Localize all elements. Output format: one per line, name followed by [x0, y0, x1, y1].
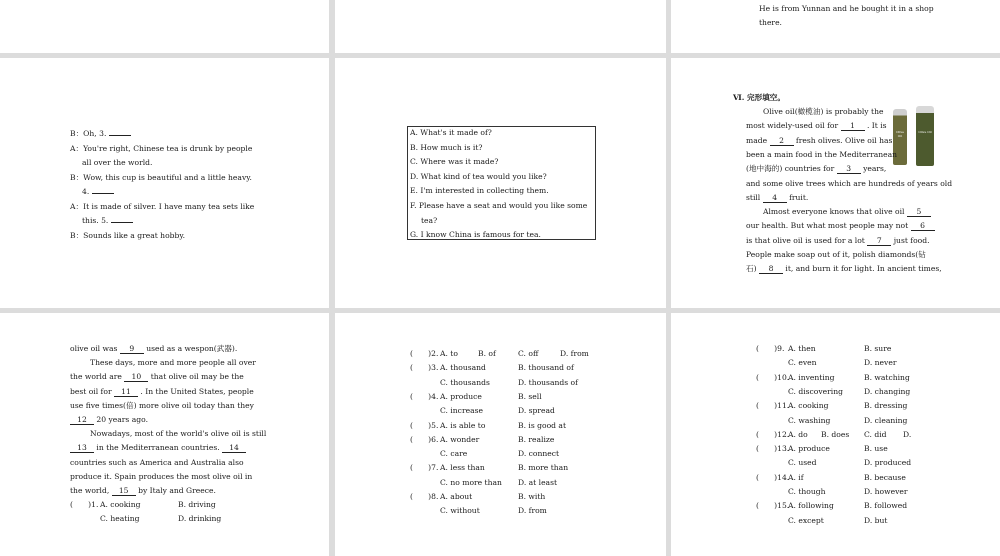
passage-line — [70, 372, 244, 382]
text-segment: 20 years ago. — [94, 415, 148, 424]
text-segment: is that olive oil is used for a lot — [746, 235, 868, 245]
passage-line — [70, 415, 148, 425]
panel-options — [335, 58, 666, 308]
cloze-blank[interactable]: 10 — [124, 372, 148, 382]
text-segment: made — [746, 135, 770, 145]
text-segment: Nowadays, most of the world's olive oil is still — [90, 429, 267, 439]
option-b: B. thousand of — [518, 363, 574, 373]
question-number: ( )6. — [410, 434, 439, 444]
text-segment: it, and burn it for light. In ancient times, — [782, 264, 942, 274]
dialogue-line — [82, 187, 114, 197]
option-a: A. thousand — [440, 363, 486, 373]
option-d: D. however — [864, 487, 908, 496]
text-segment: all over the world. — [82, 158, 153, 167]
option-b: B. because — [864, 472, 906, 482]
option-b: B. does — [821, 429, 850, 439]
option-c: C. heating — [100, 514, 140, 524]
option-c: C. discovering — [788, 386, 843, 396]
option-b: B. realize — [518, 434, 555, 444]
option-b: B. watching — [864, 372, 910, 382]
option-a: A. cooking — [788, 401, 829, 411]
option-c: C. care — [440, 449, 468, 459]
bottle-label: Olive Oil — [918, 130, 932, 134]
question-number: ( )10. — [756, 372, 790, 382]
option-c: C. even — [788, 358, 817, 368]
olive-oil-bottle-image — [916, 106, 934, 166]
text-segment: in the Mediterranean countries. — [94, 443, 220, 453]
bottle-label: Olive Oil — [896, 130, 904, 138]
option-a: A. less than — [440, 463, 485, 473]
panel-top-left — [0, 0, 329, 53]
cloze-line — [746, 150, 897, 160]
option-d: D. spread — [518, 406, 555, 416]
question-number: ( )2. — [410, 349, 439, 358]
option-d: D. at least — [518, 477, 558, 487]
question-number: ( )12. — [756, 429, 790, 439]
dialogue-line — [70, 144, 252, 154]
option-b: B. sure — [864, 344, 892, 353]
text-segment: . In the United States, people — [138, 386, 254, 396]
panel-questions-right — [671, 313, 1000, 556]
text-segment: Almost everyone knows that olive oil — [763, 207, 907, 217]
option-b: B. is good at — [518, 420, 567, 430]
dialogue-answer-blank[interactable] — [109, 135, 131, 136]
passage-line — [70, 443, 246, 453]
dialogue-line — [82, 216, 133, 226]
cloze-blank[interactable]: 15 — [112, 486, 136, 496]
text-segment: still — [746, 192, 763, 202]
cloze-blank[interactable]: 14 — [222, 443, 246, 453]
passage-line — [70, 486, 216, 496]
cloze-blank[interactable]: 7 — [867, 236, 891, 246]
text-segment: most widely-used oil for — [746, 121, 841, 131]
dialogue-line — [70, 173, 252, 183]
option-a: A. inventing — [788, 372, 835, 382]
option-c: C. without — [440, 506, 480, 516]
text-segment: Olive oil(橄榄油) is probably the — [763, 107, 884, 116]
passage-line — [70, 344, 237, 354]
question-number: ( )5. — [410, 420, 439, 430]
text-segment: countries such as America and Australia also — [70, 457, 244, 467]
cloze-line — [746, 221, 935, 231]
option-b: B. with — [518, 492, 546, 501]
dialogue-line — [70, 202, 254, 212]
dialogue-answer-blank[interactable] — [92, 193, 114, 194]
option-c: C. off — [518, 349, 539, 358]
passage-line — [90, 358, 256, 368]
text-segment: These days, more and more people all over — [90, 358, 256, 368]
option-a: A. about — [440, 492, 473, 501]
option-d: D. thousands of — [518, 377, 578, 387]
question-number: ( )7. — [410, 463, 439, 473]
cloze-line — [763, 207, 931, 217]
option-d: D. but — [864, 515, 888, 525]
option-c: C. except — [788, 515, 824, 525]
passage-line — [90, 429, 266, 439]
option-b: B. sell — [518, 391, 542, 401]
text-segment: B：Oh, 3. — [70, 129, 109, 138]
option-a: A. produce — [788, 444, 830, 454]
text-segment: 4. — [82, 187, 92, 196]
passage-line — [70, 387, 254, 397]
option-a: A. produce — [440, 391, 482, 401]
option-b: B. of — [478, 349, 496, 358]
cloze-blank[interactable]: 1 — [841, 121, 865, 131]
text-segment: People make soap out of it, polish diamonds(钻 — [746, 250, 926, 259]
panel-questions-middle — [335, 313, 666, 556]
passage-line — [70, 472, 252, 482]
text-segment: (地中海的) countries for — [746, 164, 837, 174]
text-segment: use five times(倍) more olive oil today than they — [70, 400, 254, 410]
option-c: C. washing — [788, 415, 831, 425]
dialogue-line — [70, 231, 185, 241]
option-b: B. driving — [178, 500, 216, 510]
option-b: B. dressing — [864, 401, 908, 411]
question-number: ( )8. — [410, 492, 439, 501]
text-segment: the world are — [70, 372, 125, 382]
text-segment: fresh olives. Olive oil has — [793, 135, 893, 145]
option-line: tea? — [421, 215, 438, 225]
cloze-blank[interactable]: 4 — [763, 193, 787, 203]
option-c: C. thousands — [440, 377, 490, 387]
top-right-line-2: there. — [759, 18, 782, 27]
question-number: ( )13. — [756, 444, 790, 454]
option-a: A. then — [788, 344, 816, 353]
cloze-line — [746, 121, 887, 131]
option-a: A. cooking — [100, 500, 141, 510]
option-d: D. drinking — [178, 514, 222, 524]
option-c: C. no more than — [440, 477, 502, 487]
text-segment: B：Sounds like a great hobby. — [70, 230, 186, 240]
question-number: ( )15. — [756, 501, 790, 511]
cloze-blank[interactable]: 13 — [70, 443, 94, 453]
top-right-line-1: He is from Yunnan and he bought it in a shop — [759, 4, 934, 13]
text-segment: fruit. — [786, 192, 809, 202]
option-b: B. followed — [864, 501, 908, 511]
text-segment: best oil for — [70, 386, 114, 396]
panel-dialogue — [0, 58, 329, 308]
option-c: C. did — [864, 429, 887, 439]
cloze-line — [746, 179, 952, 189]
option-line: D. What kind of tea would you like? — [410, 171, 547, 181]
panel-top-right — [671, 0, 1000, 53]
question-number: ( )9. — [756, 344, 785, 353]
question-number: ( )14. — [756, 472, 790, 482]
option-c: C. though — [788, 487, 826, 496]
option-b: B. more than — [518, 463, 569, 473]
option-d: D. from — [560, 349, 589, 358]
text-segment: and some olive trees which are hundreds of years old — [746, 178, 953, 188]
panel-top-middle — [335, 0, 666, 53]
cloze-blank[interactable]: 12 — [70, 415, 94, 425]
dialogue-line — [82, 158, 152, 168]
text-segment: by Italy and Greece. — [135, 486, 216, 495]
option-a: A. following — [788, 501, 834, 511]
option-c: C. used — [788, 458, 817, 468]
cloze-blank[interactable]: 11 — [114, 387, 138, 397]
text-segment: years, — [860, 164, 887, 174]
question-1-number: ( )1. — [70, 500, 99, 510]
option-a: A. do — [788, 429, 808, 439]
cloze-blank[interactable]: 9 — [120, 344, 144, 354]
text-segment: used as a wespon(武器). — [143, 344, 238, 353]
text-segment: A：It is made of silver. I have many tea sets like — [70, 201, 255, 211]
cloze-line — [746, 264, 942, 274]
option-line: G. I know China is famous for tea. — [410, 230, 541, 240]
option-line: C. Where was it made? — [410, 157, 499, 167]
option-a: A. wonder — [440, 434, 480, 444]
option-d: D. changing — [864, 386, 911, 396]
option-d: D. cleaning — [864, 415, 908, 425]
option-line: A. What's it made of? — [410, 128, 492, 137]
text-segment: just food. — [891, 235, 930, 245]
text-segment: . It is — [864, 121, 887, 131]
option-c: C. increase — [440, 406, 483, 416]
question-number: ( )3. — [410, 363, 439, 373]
option-a: A. is able to — [440, 420, 486, 430]
option-d: D. never — [864, 358, 897, 368]
dialogue-line — [70, 129, 131, 139]
cloze-heading: Ⅵ. 完形填空。 — [733, 93, 785, 102]
question-number: ( )4. — [410, 391, 439, 401]
text-segment: that olive oil may be the — [148, 372, 244, 382]
cloze-blank[interactable]: 3 — [837, 164, 861, 174]
text-segment: B：Wow, this cup is beautiful and a little heavy. — [70, 172, 252, 182]
cloze-line — [746, 236, 930, 246]
passage-line — [70, 458, 244, 468]
text-segment: been a main food in the Mediterranean — [746, 149, 898, 159]
text-segment: olive oil was — [70, 344, 120, 353]
options-box — [407, 126, 596, 240]
panel-cloze — [671, 58, 1000, 308]
text-segment: produce it. Spain produces the most olive oil in — [70, 471, 253, 481]
cloze-line — [746, 136, 892, 146]
option-a: A. to — [440, 349, 458, 358]
option-d: D. from — [518, 506, 547, 516]
cloze-blank[interactable]: 8 — [759, 264, 783, 274]
text-segment: this. 5. — [82, 216, 111, 225]
option-a: A. if — [788, 472, 804, 482]
option-b: B. use — [864, 444, 888, 454]
cloze-line — [746, 250, 926, 260]
option-d: D. connect — [518, 449, 560, 459]
text-segment: our health. But what most people may not — [746, 221, 911, 231]
cloze-blank[interactable]: 5 — [907, 207, 931, 217]
cloze-line — [746, 164, 886, 174]
passage-line — [70, 401, 254, 411]
cloze-line — [763, 107, 883, 117]
question-number: ( )11. — [756, 401, 790, 411]
option-line: F. Please have a seat and would you like some — [410, 201, 588, 210]
cloze-blank[interactable]: 2 — [770, 136, 794, 146]
text-segment: A：You're right, Chinese tea is drunk by people — [70, 143, 253, 153]
text-segment: the world, — [70, 486, 112, 495]
option-line: E. I'm interested in collecting them. — [410, 186, 549, 196]
panel-passage — [0, 313, 329, 556]
cloze-line — [746, 193, 808, 203]
text-segment: 石) — [746, 264, 759, 274]
cloze-blank[interactable]: 6 — [911, 221, 935, 231]
dialogue-answer-blank[interactable] — [111, 222, 133, 223]
option-line: B. How much is it? — [410, 142, 483, 152]
option-d: D. produced — [864, 458, 912, 468]
option-d: D. — [903, 429, 912, 439]
